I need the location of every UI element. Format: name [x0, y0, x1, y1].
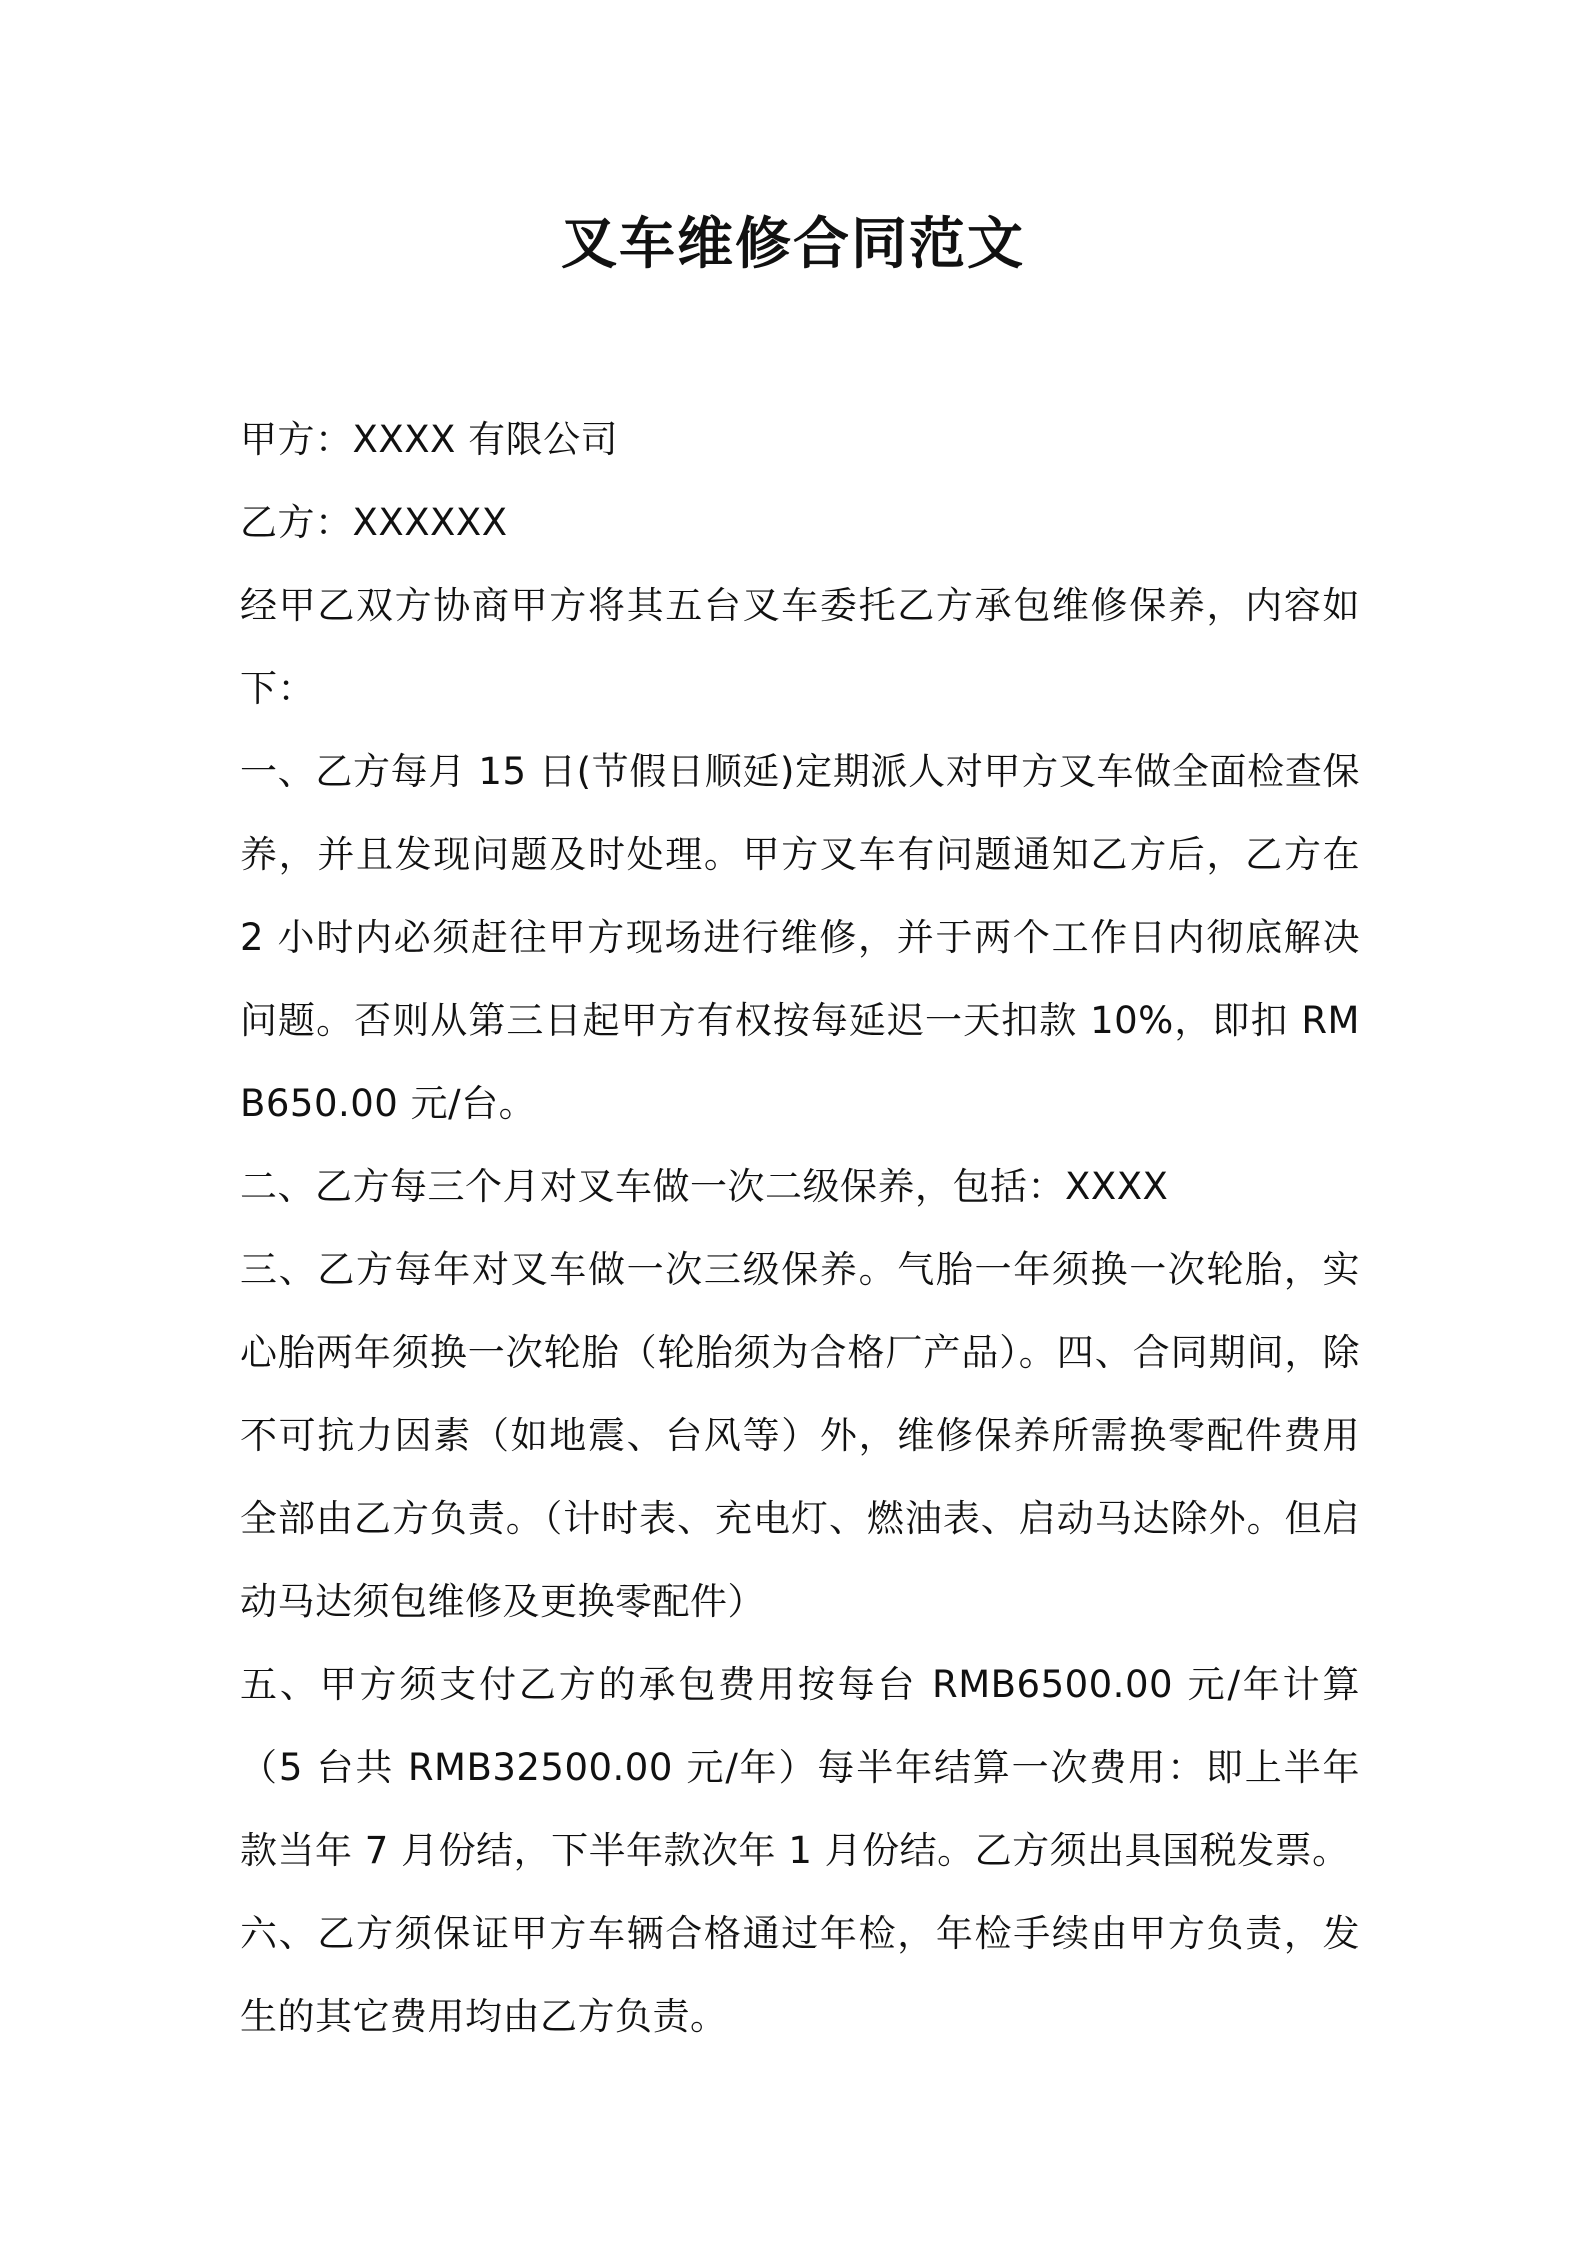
clause-6: 六、乙方须保证甲方车辆合格通过年检，年检手续由甲方负责，发生的其它费用均由乙方负责。	[240, 1912, 1360, 2038]
clause-5: 五、甲方须支付乙方的承包费用按每台 RMB6500.00 元/年计算（5 台共 RMB32500.00 元/年）每半年结算一次费用：即上半年款当年 7 月份结，下半年款次年 1 月份结。乙方须出具国税发票。	[240, 1663, 1360, 1872]
party-a: 甲方：XXXX 有限公司	[240, 418, 619, 461]
clause-2: 二、乙方每三个月对叉车做一次二级保养，包括：XXXX	[240, 1165, 1169, 1208]
party-b: 乙方：XXXXXX	[240, 501, 508, 544]
document-body	[240, 398, 1360, 2058]
intro-paragraph: 经甲乙双方协商甲方将其五台叉车委托乙方承包维修保养，内容如下：	[240, 584, 1360, 710]
clause-1: 一、乙方每月 15 日(节假日顺延)定期派人对甲方叉车做全面检查保养，并且发现问题及时处理。甲方叉车有问题通知乙方后，乙方在 2 小时内必须赶往甲方现场进行维修，并于两个工作日内彻底解决问题。否则从第三日起甲方有权按每延迟一天扣款 10%，即扣 RMB650.00 元/台。	[240, 750, 1360, 1125]
clause-3: 三、乙方每年对叉车做一次三级保养。气胎一年须换一次轮胎，实心胎两年须换一次轮胎（轮胎须为合格厂产品）。四、合同期间，除不可抗力因素（如地震、台风等）外，维修保养所需换零配件费用全部由乙方负责。（计时表、充电灯、燃油表、启动马达除外。但启动马达须包维修及更换零配件）	[240, 1248, 1360, 1623]
document-title: 叉车维修合同范文	[561, 212, 1025, 277]
